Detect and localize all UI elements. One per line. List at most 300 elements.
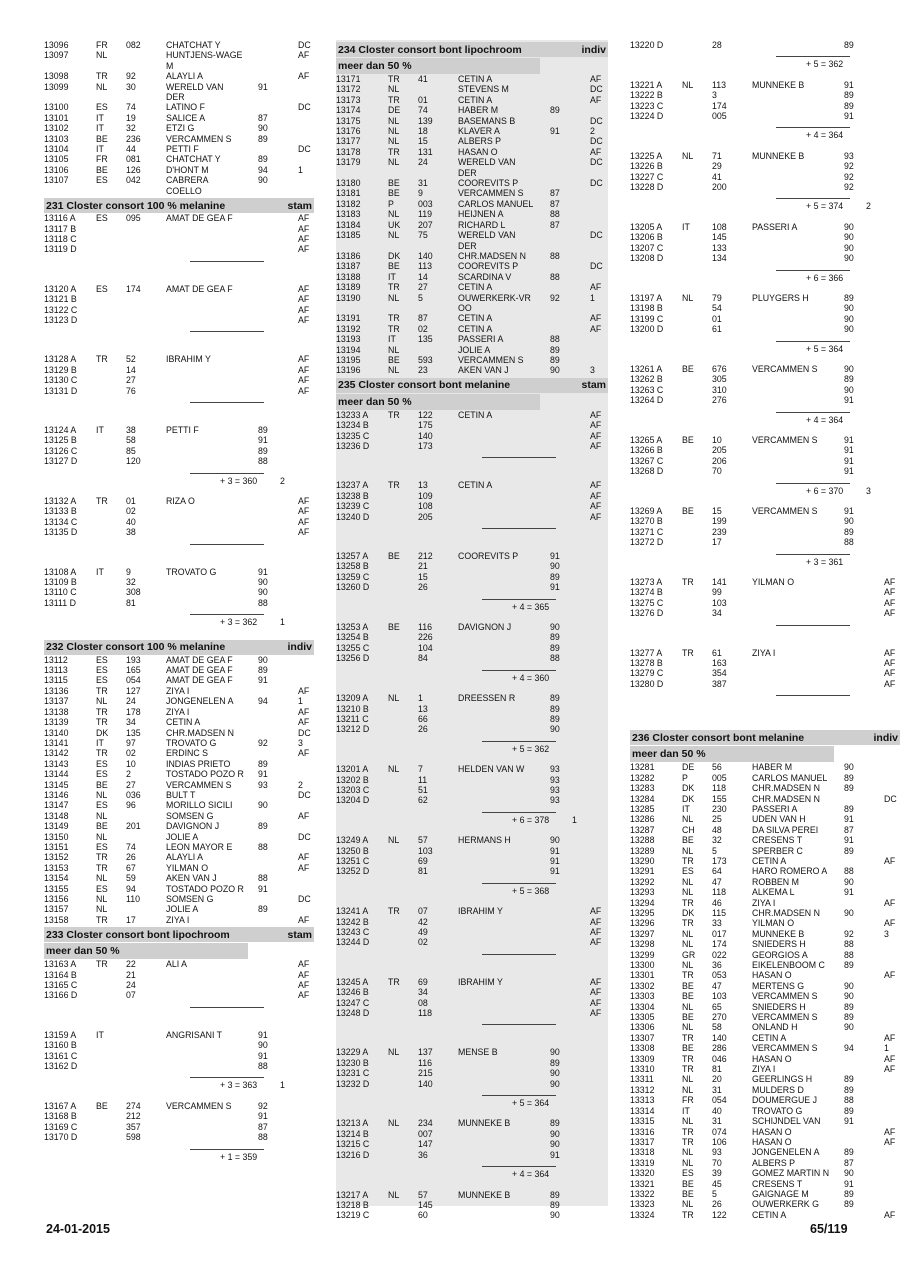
ring-number: 13172 — [336, 84, 361, 95]
remark — [590, 220, 608, 230]
spacer — [44, 344, 314, 354]
score: 90 — [550, 1210, 560, 1221]
entry-row — [630, 1054, 900, 1064]
ring-number: 13147 — [44, 800, 69, 811]
ring-number: 13298 — [630, 939, 655, 950]
ring-number: 13100 — [44, 102, 69, 113]
exhibitor-name — [166, 598, 258, 608]
remark — [884, 877, 900, 887]
remark — [590, 1047, 608, 1057]
ring-number: 13203 C — [336, 784, 370, 795]
score — [258, 970, 298, 980]
score: 89 — [844, 292, 854, 303]
exhibitor-name: CETIN A — [458, 74, 493, 84]
remark: AF — [298, 375, 310, 386]
exhibitor-name: LEON MAYOR E — [166, 841, 233, 852]
exhibitor-name — [166, 990, 258, 1000]
entry-row — [630, 1210, 900, 1220]
exhibitor-name — [166, 980, 258, 990]
remark: AF — [590, 906, 602, 917]
remark: AF — [590, 490, 602, 501]
ring-number: 13140 — [44, 727, 69, 738]
entry-row — [336, 512, 608, 522]
country-code: ES — [96, 665, 108, 676]
score: 90 — [550, 1139, 560, 1150]
entry-row — [44, 446, 314, 456]
ring-number: 13149 — [44, 821, 69, 832]
breeder-number: 173 — [712, 855, 727, 866]
remark: AF — [884, 1064, 896, 1075]
score — [258, 748, 298, 758]
remark — [298, 598, 314, 608]
breeder-number: 054 — [126, 675, 141, 686]
breeder-number: 095 — [126, 213, 141, 224]
exhibitor-name: HERMANS H — [458, 835, 511, 846]
entry-row — [44, 970, 314, 980]
score: 90 — [844, 384, 854, 395]
score: 89 — [258, 445, 268, 456]
entry-row — [630, 1168, 900, 1178]
total-points: + 5 = 362 — [806, 59, 844, 70]
ring-number: 13263 C — [630, 384, 664, 395]
country-code: TR — [388, 480, 400, 491]
score: 89 — [844, 374, 854, 385]
ring-number: 13217 A — [336, 1189, 369, 1200]
score — [550, 977, 590, 987]
country-code: NL — [388, 1047, 400, 1058]
country-code — [682, 456, 712, 466]
entry-row — [630, 1189, 900, 1199]
breeder-number: 14 — [418, 271, 428, 282]
country-code: ES — [682, 1168, 694, 1179]
breeder-number: 84 — [418, 653, 428, 664]
exhibitor-name: CABRERA — [166, 175, 209, 186]
remark — [298, 446, 314, 456]
remark — [590, 1058, 608, 1068]
ring-number: 13306 — [630, 1022, 655, 1033]
group-total — [630, 273, 900, 283]
ring-number: 13318 — [630, 1147, 655, 1158]
ring-number: 13163 A — [44, 959, 77, 970]
exhibitor-name — [458, 724, 550, 734]
score — [550, 937, 590, 947]
entry-row — [630, 90, 900, 100]
entry-row — [630, 668, 900, 678]
remark — [590, 856, 608, 866]
country-code: NL — [682, 1116, 694, 1127]
score — [258, 686, 298, 696]
ring-number: 13323 — [630, 1199, 655, 1210]
breeder-number: 230 — [712, 803, 727, 814]
entry-row — [630, 1116, 900, 1126]
remark — [884, 456, 900, 466]
entry-row — [44, 386, 314, 396]
remark: AF — [590, 313, 602, 324]
spacer — [44, 486, 314, 496]
score: 90 — [844, 876, 854, 887]
remark — [884, 293, 900, 303]
ring-number: 13134 C — [44, 516, 78, 527]
ring-number: 13130 C — [44, 375, 78, 386]
entry-row — [44, 915, 314, 925]
entry-row — [336, 126, 608, 136]
exhibitor-name — [752, 527, 844, 537]
country-code: DK — [682, 783, 695, 794]
breeder-number: 122 — [418, 409, 433, 420]
country-code: TR — [96, 717, 108, 728]
ring-number: 13308 — [630, 1043, 655, 1054]
remark — [884, 866, 900, 876]
remark — [590, 785, 608, 795]
ring-number: 13255 C — [336, 642, 370, 653]
exhibitor-name: COOREVITS P — [458, 178, 519, 189]
country-code: IT — [96, 123, 104, 134]
exhibitor-name: CETIN A — [458, 409, 493, 420]
group-total — [44, 1080, 314, 1090]
breeder-number: 27 — [126, 779, 136, 790]
country-code — [682, 608, 712, 618]
breeder-number: 99 — [712, 587, 722, 598]
entry-row — [44, 1111, 314, 1121]
ring-number: 13249 A — [336, 835, 369, 846]
entry-row — [336, 835, 608, 845]
score — [844, 856, 884, 866]
breeder-number: 118 — [712, 783, 727, 794]
ring-number: 13207 C — [630, 242, 664, 253]
remark — [884, 374, 900, 384]
remark: AF — [590, 74, 602, 84]
country-code: IT — [388, 334, 396, 345]
exhibitor-name: HUNTJENS-WAGE — [166, 50, 243, 61]
score — [550, 917, 590, 927]
remark: AF — [590, 997, 602, 1008]
exhibitor-name: COOREVITS P — [458, 551, 519, 562]
score: 88 — [550, 334, 560, 345]
breeder-number: 226 — [418, 632, 433, 643]
ring-number: 13169 C — [44, 1121, 78, 1132]
group-separator — [776, 270, 850, 271]
entry-row — [44, 517, 314, 527]
group-separator — [190, 544, 264, 545]
ring-number: 13222 B — [630, 90, 663, 101]
ring-number: 13195 — [336, 354, 361, 365]
score: 91 — [550, 866, 560, 877]
country-code: ES — [96, 654, 108, 665]
country-code: TR — [682, 1053, 694, 1064]
breeder-number: 85 — [126, 445, 136, 456]
entry-row — [630, 918, 900, 928]
score: 90 — [844, 980, 854, 991]
breeder-number: 97 — [126, 737, 136, 748]
remark: AF — [590, 927, 602, 937]
ring-number: 13212 D — [336, 724, 370, 735]
remark — [590, 199, 608, 209]
remark — [884, 435, 900, 445]
ring-number: 13273 A — [630, 577, 663, 588]
total-points: + 6 = 366 — [806, 272, 844, 283]
score: 90 — [258, 1040, 268, 1051]
country-code — [96, 1132, 126, 1142]
spacer — [44, 274, 314, 284]
ring-number: 13243 C — [336, 927, 370, 937]
exhibitor-name — [752, 182, 844, 192]
spacer — [336, 1180, 608, 1190]
exhibitor-name: VERCAMMEN S — [752, 363, 818, 374]
exhibitor-name: CETIN A — [458, 323, 493, 334]
exhibitor-name — [458, 795, 550, 805]
exhibitor-name — [166, 1132, 258, 1142]
entry-row — [44, 769, 314, 779]
score — [844, 1210, 884, 1220]
country-code: NL — [682, 960, 694, 970]
remark: AF — [298, 685, 310, 696]
remark — [590, 866, 608, 876]
breeder-number: 116 — [418, 1057, 433, 1068]
ring-number: 13162 D — [44, 1061, 78, 1072]
ring-number: 13215 C — [336, 1139, 370, 1150]
entry-row — [44, 842, 314, 852]
spacer — [630, 628, 900, 638]
exhibitor-name: AMAT DE GEA F — [166, 654, 233, 665]
entry-row — [336, 1079, 608, 1089]
exhibitor-name — [166, 435, 258, 445]
score: 91 — [844, 1178, 854, 1189]
breeder-number: 234 — [418, 1118, 433, 1129]
breeder-number: 02 — [418, 323, 428, 334]
ring-number: 13123 D — [44, 314, 78, 325]
spacer — [630, 425, 900, 435]
country-code — [388, 431, 418, 441]
score — [258, 959, 298, 969]
group-separator — [776, 412, 850, 413]
country-code — [388, 420, 418, 430]
breeder-number: 30 — [126, 81, 136, 92]
group-total — [44, 476, 314, 486]
breeder-number: 31 — [712, 1116, 722, 1127]
remark: AF — [298, 364, 310, 375]
ring-number: 13316 — [630, 1126, 655, 1137]
entry-row — [44, 1132, 314, 1142]
group-separator — [190, 331, 264, 332]
breeder-number: 32 — [126, 577, 136, 588]
ring-number: 13322 — [630, 1188, 655, 1199]
score: 89 — [258, 758, 268, 769]
score — [550, 74, 590, 84]
breeder-number: 42 — [418, 916, 428, 927]
remark — [298, 134, 314, 144]
score — [258, 294, 298, 304]
score: 90 — [550, 1078, 560, 1089]
entry-row — [44, 800, 314, 810]
score: 90 — [844, 324, 854, 335]
remark — [884, 773, 900, 783]
entry-row — [630, 835, 900, 845]
entry-row — [336, 977, 608, 987]
remark — [884, 527, 900, 537]
remark: DC — [590, 261, 603, 272]
remark — [298, 675, 314, 685]
entry-row — [44, 102, 314, 112]
class-title: 234 Closter consort bont lipochroom — [338, 43, 522, 56]
country-code: ES — [96, 769, 108, 780]
country-code: DE — [682, 762, 695, 773]
entry-row — [44, 675, 314, 685]
country-code — [96, 1111, 126, 1121]
score: 92 — [258, 737, 268, 748]
ring-number: 13239 C — [336, 501, 370, 512]
score: 91 — [258, 435, 268, 446]
score: 92 — [844, 171, 854, 182]
entry-row — [630, 577, 900, 587]
ring-number: 13159 A — [44, 1029, 77, 1040]
country-code: NL — [388, 126, 400, 137]
country-code — [682, 598, 712, 608]
breeder-number: 01 — [418, 94, 428, 105]
ring-number: 13292 — [630, 876, 655, 887]
ring-number: 13281 — [630, 762, 655, 773]
ring-number: 13205 A — [630, 221, 663, 232]
spacer — [44, 415, 314, 425]
exhibitor-name: CETIN A — [752, 855, 787, 866]
spacer — [44, 1010, 314, 1020]
entry-row — [336, 846, 608, 856]
group-separator — [776, 483, 850, 484]
breeder-number: 286 — [712, 1043, 727, 1054]
entry-row — [44, 134, 314, 144]
breeder-number: 59 — [126, 873, 136, 884]
exhibitor-name — [166, 1111, 258, 1121]
total-points: + 3 = 362 — [220, 617, 258, 628]
ring-number: 13132 A — [44, 496, 77, 506]
spacer — [44, 628, 314, 638]
entry-row — [44, 365, 314, 375]
country-code — [388, 866, 418, 876]
score — [550, 410, 590, 420]
entry-row — [336, 632, 608, 642]
country-code — [388, 1210, 418, 1220]
remark — [590, 724, 608, 734]
remark — [298, 1040, 314, 1050]
spacer — [44, 1091, 314, 1101]
entry-row — [44, 506, 314, 516]
breeder-number: 126 — [126, 164, 141, 175]
exhibitor-name: ZIYA I — [166, 706, 190, 717]
exhibitor-name: HASAN O — [752, 970, 792, 981]
score: 89 — [550, 703, 560, 714]
remark: 2 — [590, 126, 595, 137]
remark — [884, 762, 900, 772]
breeder-number: 174 — [712, 100, 727, 111]
country-code — [682, 314, 712, 324]
score: 89 — [550, 105, 560, 116]
exhibitor-name: TROVATO G — [166, 566, 217, 577]
country-code: NL — [682, 939, 694, 950]
entry-row — [630, 804, 900, 814]
score: 89 — [258, 821, 268, 832]
exhibitor-name: AMAT DE GEA F — [166, 213, 233, 224]
country-code: NL — [96, 81, 108, 92]
entry-row — [630, 1033, 900, 1043]
remark: AF — [590, 420, 602, 431]
remark: DC — [590, 178, 603, 189]
spacer — [336, 967, 608, 977]
exhibitor-name: COOREVITS P — [458, 261, 519, 272]
breeder-number — [126, 832, 166, 842]
country-code: BE — [682, 1012, 694, 1023]
spacer — [630, 638, 900, 648]
class-header — [44, 927, 314, 942]
ring-number: 13126 C — [44, 445, 78, 456]
group-separator — [776, 554, 850, 555]
ring-number: 13214 B — [336, 1128, 369, 1139]
remark: DC — [590, 84, 603, 95]
breeder-number: 017 — [712, 928, 727, 939]
entry-row — [630, 1127, 900, 1137]
ring-number: 13236 D — [336, 441, 370, 451]
breeder-number: 15 — [418, 571, 428, 582]
ring-number: 13182 — [336, 198, 361, 209]
class-header — [336, 42, 608, 57]
breeder-number: 47 — [712, 980, 722, 991]
group-total — [336, 1098, 608, 1108]
exhibitor-name: CETIN A — [166, 717, 201, 728]
remark — [884, 825, 900, 835]
score: 90 — [844, 762, 854, 773]
ring-number: 13153 — [44, 862, 69, 873]
group-separator — [190, 1007, 264, 1008]
country-code: TR — [682, 1064, 694, 1075]
country-code — [96, 386, 126, 396]
remark: AF — [590, 430, 602, 441]
exhibitor-name: PETTI F — [166, 144, 199, 155]
country-code — [388, 1079, 418, 1089]
spacer — [336, 896, 608, 906]
country-code: DK — [96, 727, 109, 738]
entry-row — [44, 456, 314, 466]
exhibitor-name — [166, 446, 258, 456]
score — [844, 1137, 884, 1147]
country-code — [388, 856, 418, 866]
breeder-number: 113 — [712, 79, 727, 90]
exhibitor-name: ZIYA I — [752, 647, 776, 658]
country-code: NL — [682, 845, 694, 856]
score: 90 — [844, 303, 854, 314]
score — [550, 313, 590, 323]
exhibitor-name: YILMAN O — [752, 577, 795, 588]
score — [258, 811, 298, 821]
country-code: NL — [388, 365, 400, 376]
spacer — [336, 541, 608, 551]
ring-number: 13115 — [44, 675, 68, 686]
breeder-number: 081 — [126, 154, 141, 165]
country-code: TR — [388, 146, 400, 157]
exhibitor-name — [166, 315, 258, 325]
ring-number: 13155 — [44, 883, 69, 894]
ring-number: 13170 D — [44, 1132, 78, 1143]
entry-row — [630, 222, 900, 232]
entry-row — [336, 866, 608, 876]
country-code: BE — [682, 434, 694, 445]
remark — [590, 1200, 608, 1210]
remark — [298, 425, 314, 435]
entry-row — [630, 1012, 900, 1022]
country-code: NL — [682, 928, 694, 939]
breeder-number: 47 — [712, 876, 722, 887]
spacer — [336, 957, 608, 967]
breeder-number: 81 — [712, 1064, 722, 1075]
country-code — [388, 987, 418, 997]
ring-number: 13167 A — [44, 1100, 77, 1111]
